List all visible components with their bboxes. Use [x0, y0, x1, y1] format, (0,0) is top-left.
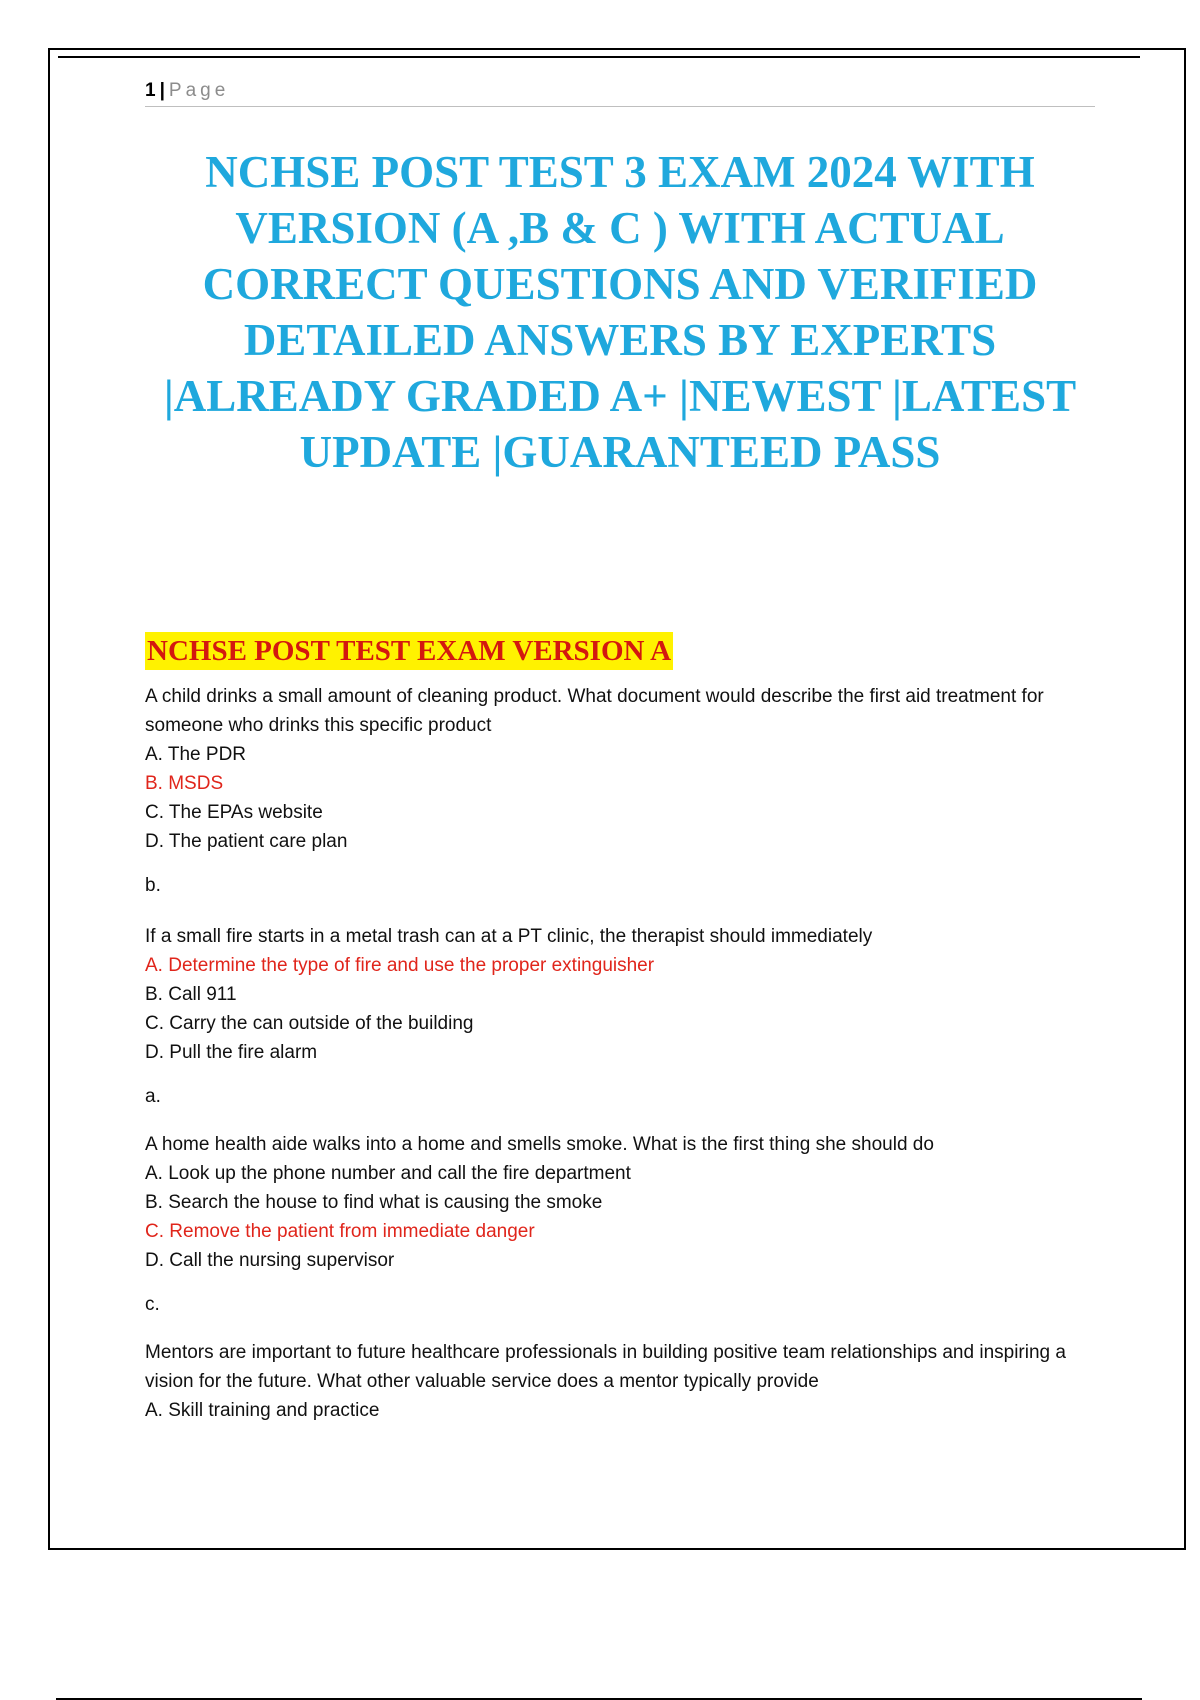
section-heading: NCHSE POST TEST EXAM VERSION A: [145, 632, 673, 670]
answer-option: B. Search the house to find what is causing the smoke: [145, 1192, 603, 1213]
answer-option-correct: A. Determine the type of fire and use the proper extinguisher: [145, 955, 655, 976]
question-text: If a small fire starts in a metal trash can at a PT clinic, the therapist should immediately: [145, 926, 873, 947]
answer-option: D. Call the nursing supervisor: [145, 1250, 395, 1271]
page-header: [145, 76, 1095, 107]
document-title: NCHSE POST TEST 3 EXAM 2024 WITH VERSION (A ,B & C ) WITH ACTUAL CORRECT QUESTIONS AND VERIFIED DETAILED ANSWERS BY EXPERTS |ALREADY GRADED A+ |NEWEST |LATEST UPDATE |GUARANTEED PASS: [163, 147, 1077, 477]
page-number: 1: [145, 80, 156, 101]
question-block-1: [145, 682, 1095, 900]
answer-key: a.: [145, 1086, 161, 1107]
answer-option: A. Look up the phone number and call the fire department: [145, 1163, 631, 1184]
top-border-line: [58, 56, 1140, 58]
page-frame: [48, 48, 1186, 1550]
question-text: A home health aide walks into a home and smells smoke. What is the first thing she should do: [145, 1134, 934, 1155]
question-block-3: [145, 1130, 1095, 1319]
answer-option: A. The PDR: [145, 744, 247, 765]
answer-option: D. Pull the fire alarm: [145, 1042, 318, 1063]
answer-option: C. Carry the can outside of the building: [145, 1013, 474, 1034]
answer-option: A. Skill training and practice: [145, 1400, 380, 1421]
answer-option: D. The patient care plan: [145, 831, 348, 852]
answer-option-correct: B. MSDS: [145, 773, 224, 794]
question-block-2: [145, 922, 1095, 1111]
answer-option: C. The EPAs website: [145, 802, 323, 823]
page-label: Page: [168, 80, 230, 101]
answer-key: c.: [145, 1294, 160, 1315]
question-text: A child drinks a small amount of cleaning product. What document would describe the first aid treatment for someone who drinks this specific product: [145, 686, 1044, 736]
answer-option: B. Call 911: [145, 984, 237, 1005]
answer-option-correct: C. Remove the patient from immediate danger: [145, 1221, 535, 1242]
answer-key: b.: [145, 875, 161, 896]
question-text: Mentors are important to future healthcare professionals in building positive team relationships and inspiring a vision for the future. What other valuable service does a mentor typically provide: [145, 1342, 1066, 1392]
page-separator: |: [159, 80, 165, 101]
question-block-4: [145, 1338, 1095, 1425]
